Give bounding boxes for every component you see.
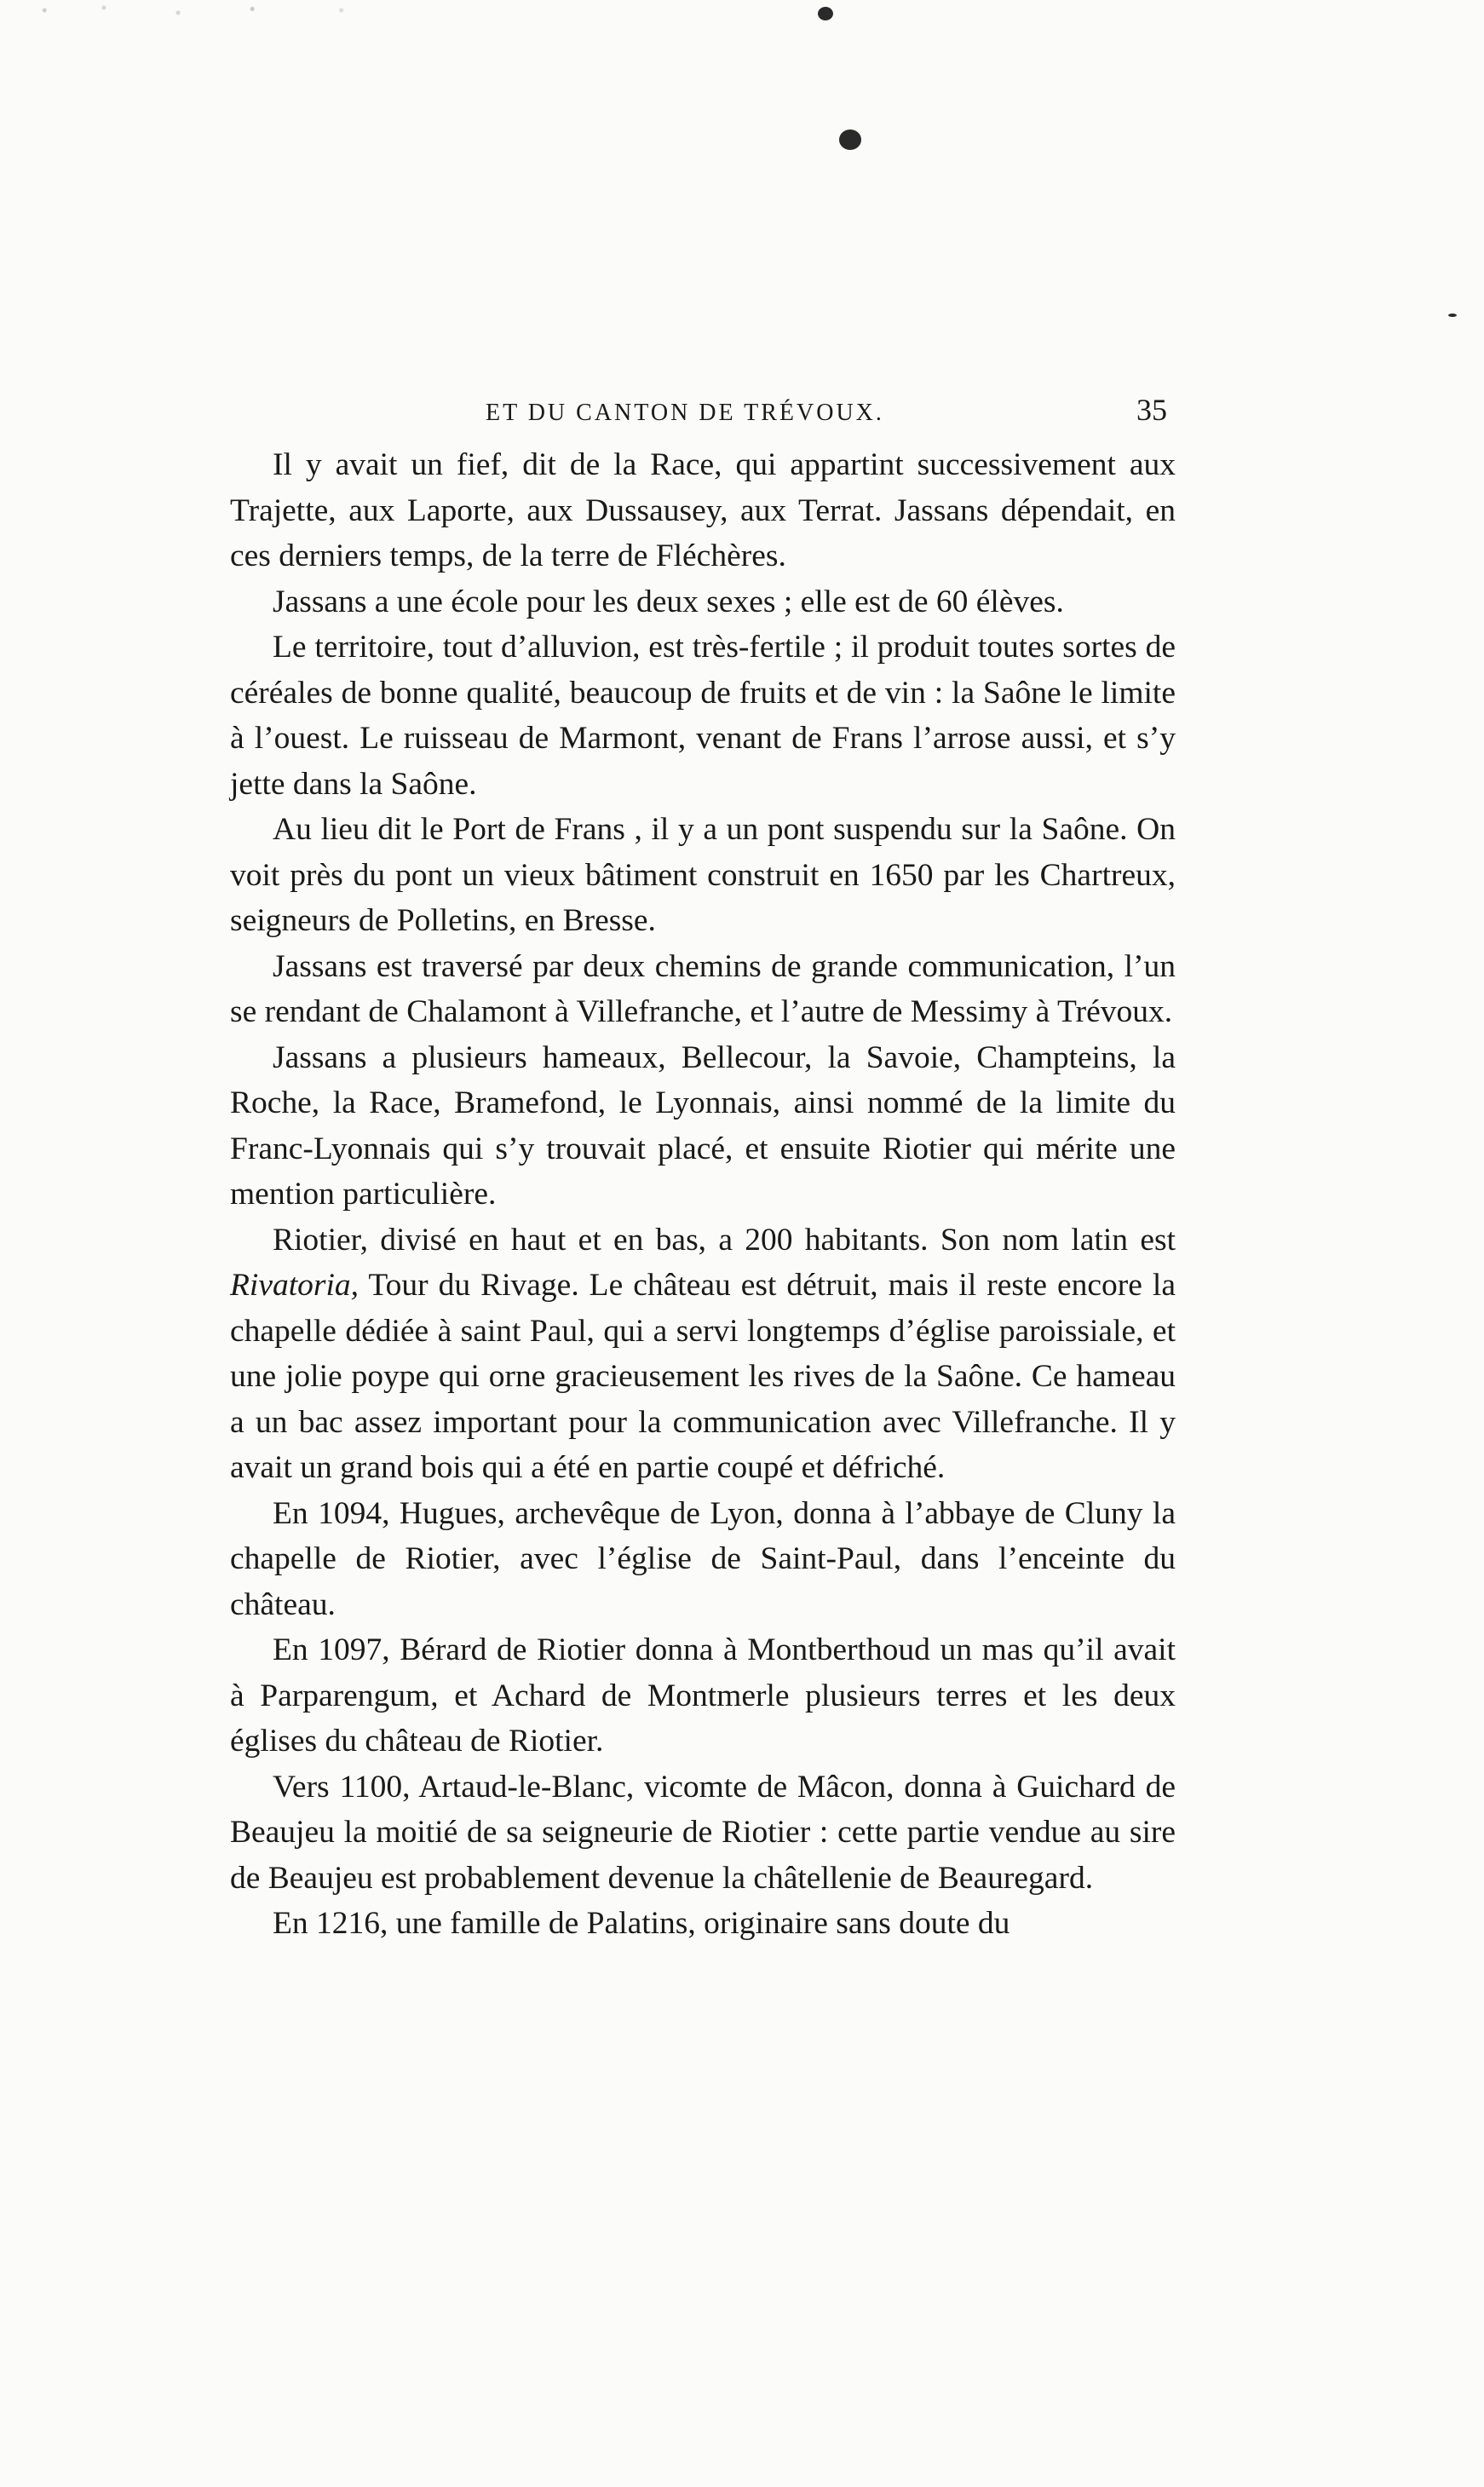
paragraph: Il y avait un fief, dit de la Race, qui appartint successivement aux Trajette, aux Laporte, aux Dussausey, aux Terrat. Jassans dépendait, en ces derniers temps, de la terre de Fléchères. — [230, 447, 1176, 573]
paragraph: Le territoire, tout d’alluvion, est très-fertile ; il produit toutes sortes de céréales de bonne qualité, beaucoup de fruits et de vin : la Saône le limite à l’ouest. Le ruisseau de Marmont, venant de Frans l’arrose aussi, et s’y jette dans la Saône. — [230, 630, 1176, 802]
running-title: ET DU CANTON DE TRÉVOUX. — [486, 400, 884, 426]
riotier-paragraph — [230, 1218, 1176, 1491]
paragraph: En 1097, Bérard de Riotier donna à Montberthoud un mas qu’il avait à Parparengum, et Achard de Montmerle plusieurs terres et les deux églises du château de Riotier. — [230, 1632, 1176, 1759]
paragraph-text: Tour du Rivage. Le château est détruit, mais il reste encore la chapelle dédiée à saint Paul, qui a servi longtemps d’église paroissiale, et une jolie poype qui orne gracieusement les rives de la Saône. Ce hameau a un bac assez important pour la communication avec Villefranche. Il y avait un grand bois qui a été en partie coupé et défriché. — [230, 1268, 1176, 1485]
paragraph: Jassans a une école pour les deux sexes ; elle est de 60 élèves. — [273, 584, 1064, 619]
paragraph-text: Riotier, divisé en haut et en bas, a 200 habitants. Son nom latin est — [273, 1222, 1176, 1258]
book-page — [230, 388, 1176, 1947]
paragraph: Jassans a plusieurs hameaux, Bellecour, la Savoie, Champteins, la Roche, la Race, Bramefond, le Lyonnais, ainsi nommé de la limite du Franc-Lyonnais qui s’y trouvait placé, et ensuite Riotier qui mérite une mention particulière. — [230, 1039, 1176, 1212]
scan-speck — [839, 130, 861, 150]
paragraph: Au lieu dit le Port de Frans , il y a un pont suspendu sur la Saône. On voit près du pont un vieux bâtiment construit en 1650 par les Chartreux, seigneurs de Polletins, en Bresse. — [230, 812, 1176, 938]
page-header — [230, 388, 1176, 435]
paragraph: En 1216, une famille de Palatins, originaire sans doute du — [273, 1906, 1010, 1941]
paragraph: Jassans est traversé par deux chemins de grande communication, l’un se rendant de Chalamont à Villefranche, et l’autre de Messimy à Trévoux. — [230, 948, 1176, 1029]
scan-speck — [818, 7, 833, 20]
scan-noise-strip — [0, 0, 1484, 26]
scan-speck — [1448, 314, 1457, 317]
paragraph: En 1094, Hugues, archevêque de Lyon, donna à l’abbaye de Cluny la chapelle de Riotier, avec l’église de Saint-Paul, dans l’enceinte du château. — [230, 1495, 1176, 1622]
latin-name: Rivatoria, — [230, 1268, 359, 1303]
paragraph: Vers 1100, Artaud-le-Blanc, vicomte de Mâcon, donna à Guichard de Beaujeu la moitié de sa seigneurie de Riotier : cette partie vendue au sire de Beaujeu est probablement devenue la châtellenie de Beauregard. — [230, 1769, 1176, 1896]
page-number: 35 — [1136, 393, 1167, 427]
